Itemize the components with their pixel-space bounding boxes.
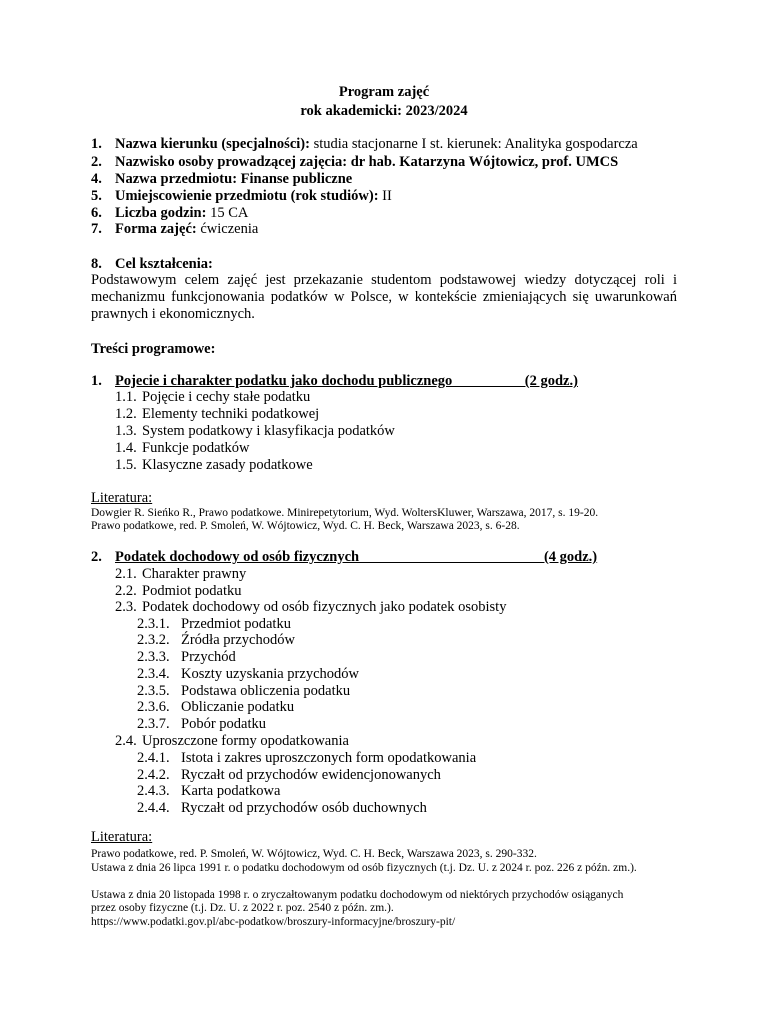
info-num: 5. — [91, 188, 102, 204]
info-label: Nazwa przedmiotu: Finanse publiczne — [115, 171, 353, 187]
info-num: 1. — [91, 136, 102, 152]
reference: Dowgier R. Sieńko R., Prawo podatkowe. Minirepetytorium, Wyd. WoltersKluwer, Warszawa, 2017, s. 19-20. — [91, 507, 599, 519]
item-text: Pobór podatku — [181, 716, 266, 732]
info-num: 2. — [91, 154, 102, 170]
reference: Prawo podatkowe, red. P. Smoleń, W. Wójtowicz, Wyd. C. H. Beck, Warszawa 2023, s. 6-28. — [91, 520, 520, 532]
info-num: 4. — [91, 171, 102, 187]
sub-item — [137, 649, 236, 666]
goal-text: Podstawowym celem zajęć jest przekazanie studentom podstawowej wiedzy dotyczącej roli i mechanizmu funkcjonowania podatków w Polsce, w kontekście zmieniających się uwarunkowań prawnych i ekonomicznych. — [91, 272, 677, 322]
sub-item — [137, 683, 350, 700]
info-item — [115, 171, 352, 188]
goal-label: Cel kształcenia: — [115, 256, 213, 272]
item-number: 2.3. — [115, 599, 137, 615]
info-label: Liczba godzin: — [115, 205, 207, 221]
info-num: 7. — [91, 221, 102, 237]
item-text: Uproszczone formy opodatkowania — [142, 733, 349, 749]
info-item — [115, 154, 618, 171]
reference-link[interactable]: https://www.podatki.gov.pl/abc-podatkow/broszury-informacyjne/broszury-pit/ — [91, 916, 456, 928]
reference: Prawo podatkowe, red. P. Smoleń, W. Wójtowicz, Wyd. C. H. Beck, Warszawa 2023, s. 290-332. — [91, 848, 537, 860]
sub-item — [137, 767, 441, 784]
info-label: Forma zajęć: — [115, 221, 197, 237]
item-number: 2.4.1. — [137, 750, 170, 766]
info-item — [115, 221, 258, 238]
item-number: 1.4. — [115, 440, 137, 456]
list-item — [115, 733, 349, 750]
academic-year: rok akademicki: 2023/2024 — [300, 103, 468, 119]
contents-heading: Treści programowe: — [91, 341, 216, 357]
list-item — [115, 406, 319, 423]
literature-label: Literatura: — [91, 829, 153, 845]
item-text: Ryczałt od przychodów osób duchownych — [181, 800, 427, 816]
sub-item — [137, 783, 280, 800]
item-number: 2.3.6. — [137, 699, 170, 715]
reference: Ustawa z dnia 26 lipca 1991 r. o podatku dochodowym od osób fizycznych (t.j. Dz. U. z 2024 r. poz. 226 z późn. zm.). — [91, 862, 637, 874]
list-item — [115, 440, 250, 457]
sub-item — [137, 666, 359, 683]
info-num: 6. — [91, 205, 102, 221]
list-item — [115, 457, 313, 474]
info-item — [115, 188, 392, 205]
item-number: 2.3.3. — [137, 649, 170, 665]
reference: Ustawa z dnia 20 listopada 1998 r. o zryczałtowanym podatku dochodowym od niektórych przychodów osiąganych przez osoby fizyczne (t.j. Dz. U. z 2022 r. poz. 2540 z późn. zm.). — [91, 889, 624, 914]
item-text: Istota i zakres uproszczonych form opodatkowania — [181, 750, 477, 766]
item-number: 2.2. — [115, 583, 137, 599]
item-text: Źródła przychodów — [181, 632, 295, 648]
list-item — [115, 583, 242, 600]
item-number: 1.3. — [115, 423, 137, 439]
item-number: 2.3.7. — [137, 716, 170, 732]
sub-item — [137, 800, 427, 817]
item-number: 2.4.3. — [137, 783, 170, 799]
item-text: Ryczałt od przychodów ewidencjonowanych — [181, 767, 441, 783]
item-number: 2.3.5. — [137, 683, 170, 699]
document-title: Program zajęć — [338, 84, 430, 100]
item-text: Funkcje podatków — [142, 440, 250, 456]
item-text: Przedmiot podatku — [181, 616, 291, 632]
info-label: Nazwisko osoby prowadzącej zajęcia: dr hab. Katarzyna Wójtowicz, prof. UMCS — [115, 154, 619, 170]
item-number: 2.4. — [115, 733, 137, 749]
item-number: 2.4.2. — [137, 767, 170, 783]
item-number: 1.2. — [115, 406, 137, 422]
item-number: 2.3.4. — [137, 666, 170, 682]
list-item — [115, 423, 395, 440]
list-item — [115, 566, 246, 583]
info-value: II — [378, 188, 392, 204]
goal-num: 8. — [91, 256, 102, 272]
item-text: Podstawa obliczenia podatku — [181, 683, 351, 699]
item-text: Obliczanie podatku — [181, 699, 295, 715]
item-number: 1.5. — [115, 457, 137, 473]
section-1-title: Pojecie i charakter podatku jako dochodu publicznego (2 godz.) — [115, 373, 578, 389]
sub-item — [137, 616, 291, 633]
section-2-num: 2. — [91, 549, 102, 565]
sub-item — [137, 699, 294, 716]
list-item — [115, 389, 310, 406]
item-text: System podatkowy i klasyfikacja podatków — [142, 423, 395, 439]
item-text: Klasyczne zasady podatkowe — [142, 457, 313, 473]
item-text: Podmiot podatku — [142, 583, 242, 599]
sub-item — [137, 632, 295, 649]
item-text: Przychód — [181, 649, 236, 665]
section-2-title: Podatek dochodowy od osób fizycznych (4 godz.) — [115, 549, 598, 565]
section-1-num: 1. — [91, 373, 102, 389]
item-number: 2.1. — [115, 566, 137, 582]
info-item — [115, 136, 638, 153]
info-label: Umiejscowienie przedmiotu (rok studiów): — [115, 188, 379, 204]
sub-item — [137, 750, 476, 767]
info-item — [115, 205, 248, 222]
item-number: 2.4.4. — [137, 800, 170, 816]
item-text: Pojęcie i cechy stałe podatku — [142, 389, 311, 405]
item-text: Koszty uzyskania przychodów — [181, 666, 359, 682]
item-number: 2.3.1. — [137, 616, 170, 632]
item-text: Charakter prawny — [142, 566, 247, 582]
info-value: 15 CA — [206, 205, 249, 221]
list-item — [115, 599, 506, 616]
literature-label: Literatura: — [91, 490, 153, 506]
item-number: 2.3.2. — [137, 632, 170, 648]
info-label: Nazwa kierunku (specjalności): — [115, 136, 310, 152]
item-text: Podatek dochodowy od osób fizycznych jako podatek osobisty — [142, 599, 507, 615]
item-number: 1.1. — [115, 389, 137, 405]
item-text: Karta podatkowa — [181, 783, 281, 799]
info-value: ćwiczenia — [196, 221, 259, 237]
sub-item — [137, 716, 266, 733]
item-text: Elementy techniki podatkowej — [142, 406, 320, 422]
info-value: studia stacjonarne I st. kierunek: Analityka gospodarcza — [309, 136, 638, 152]
